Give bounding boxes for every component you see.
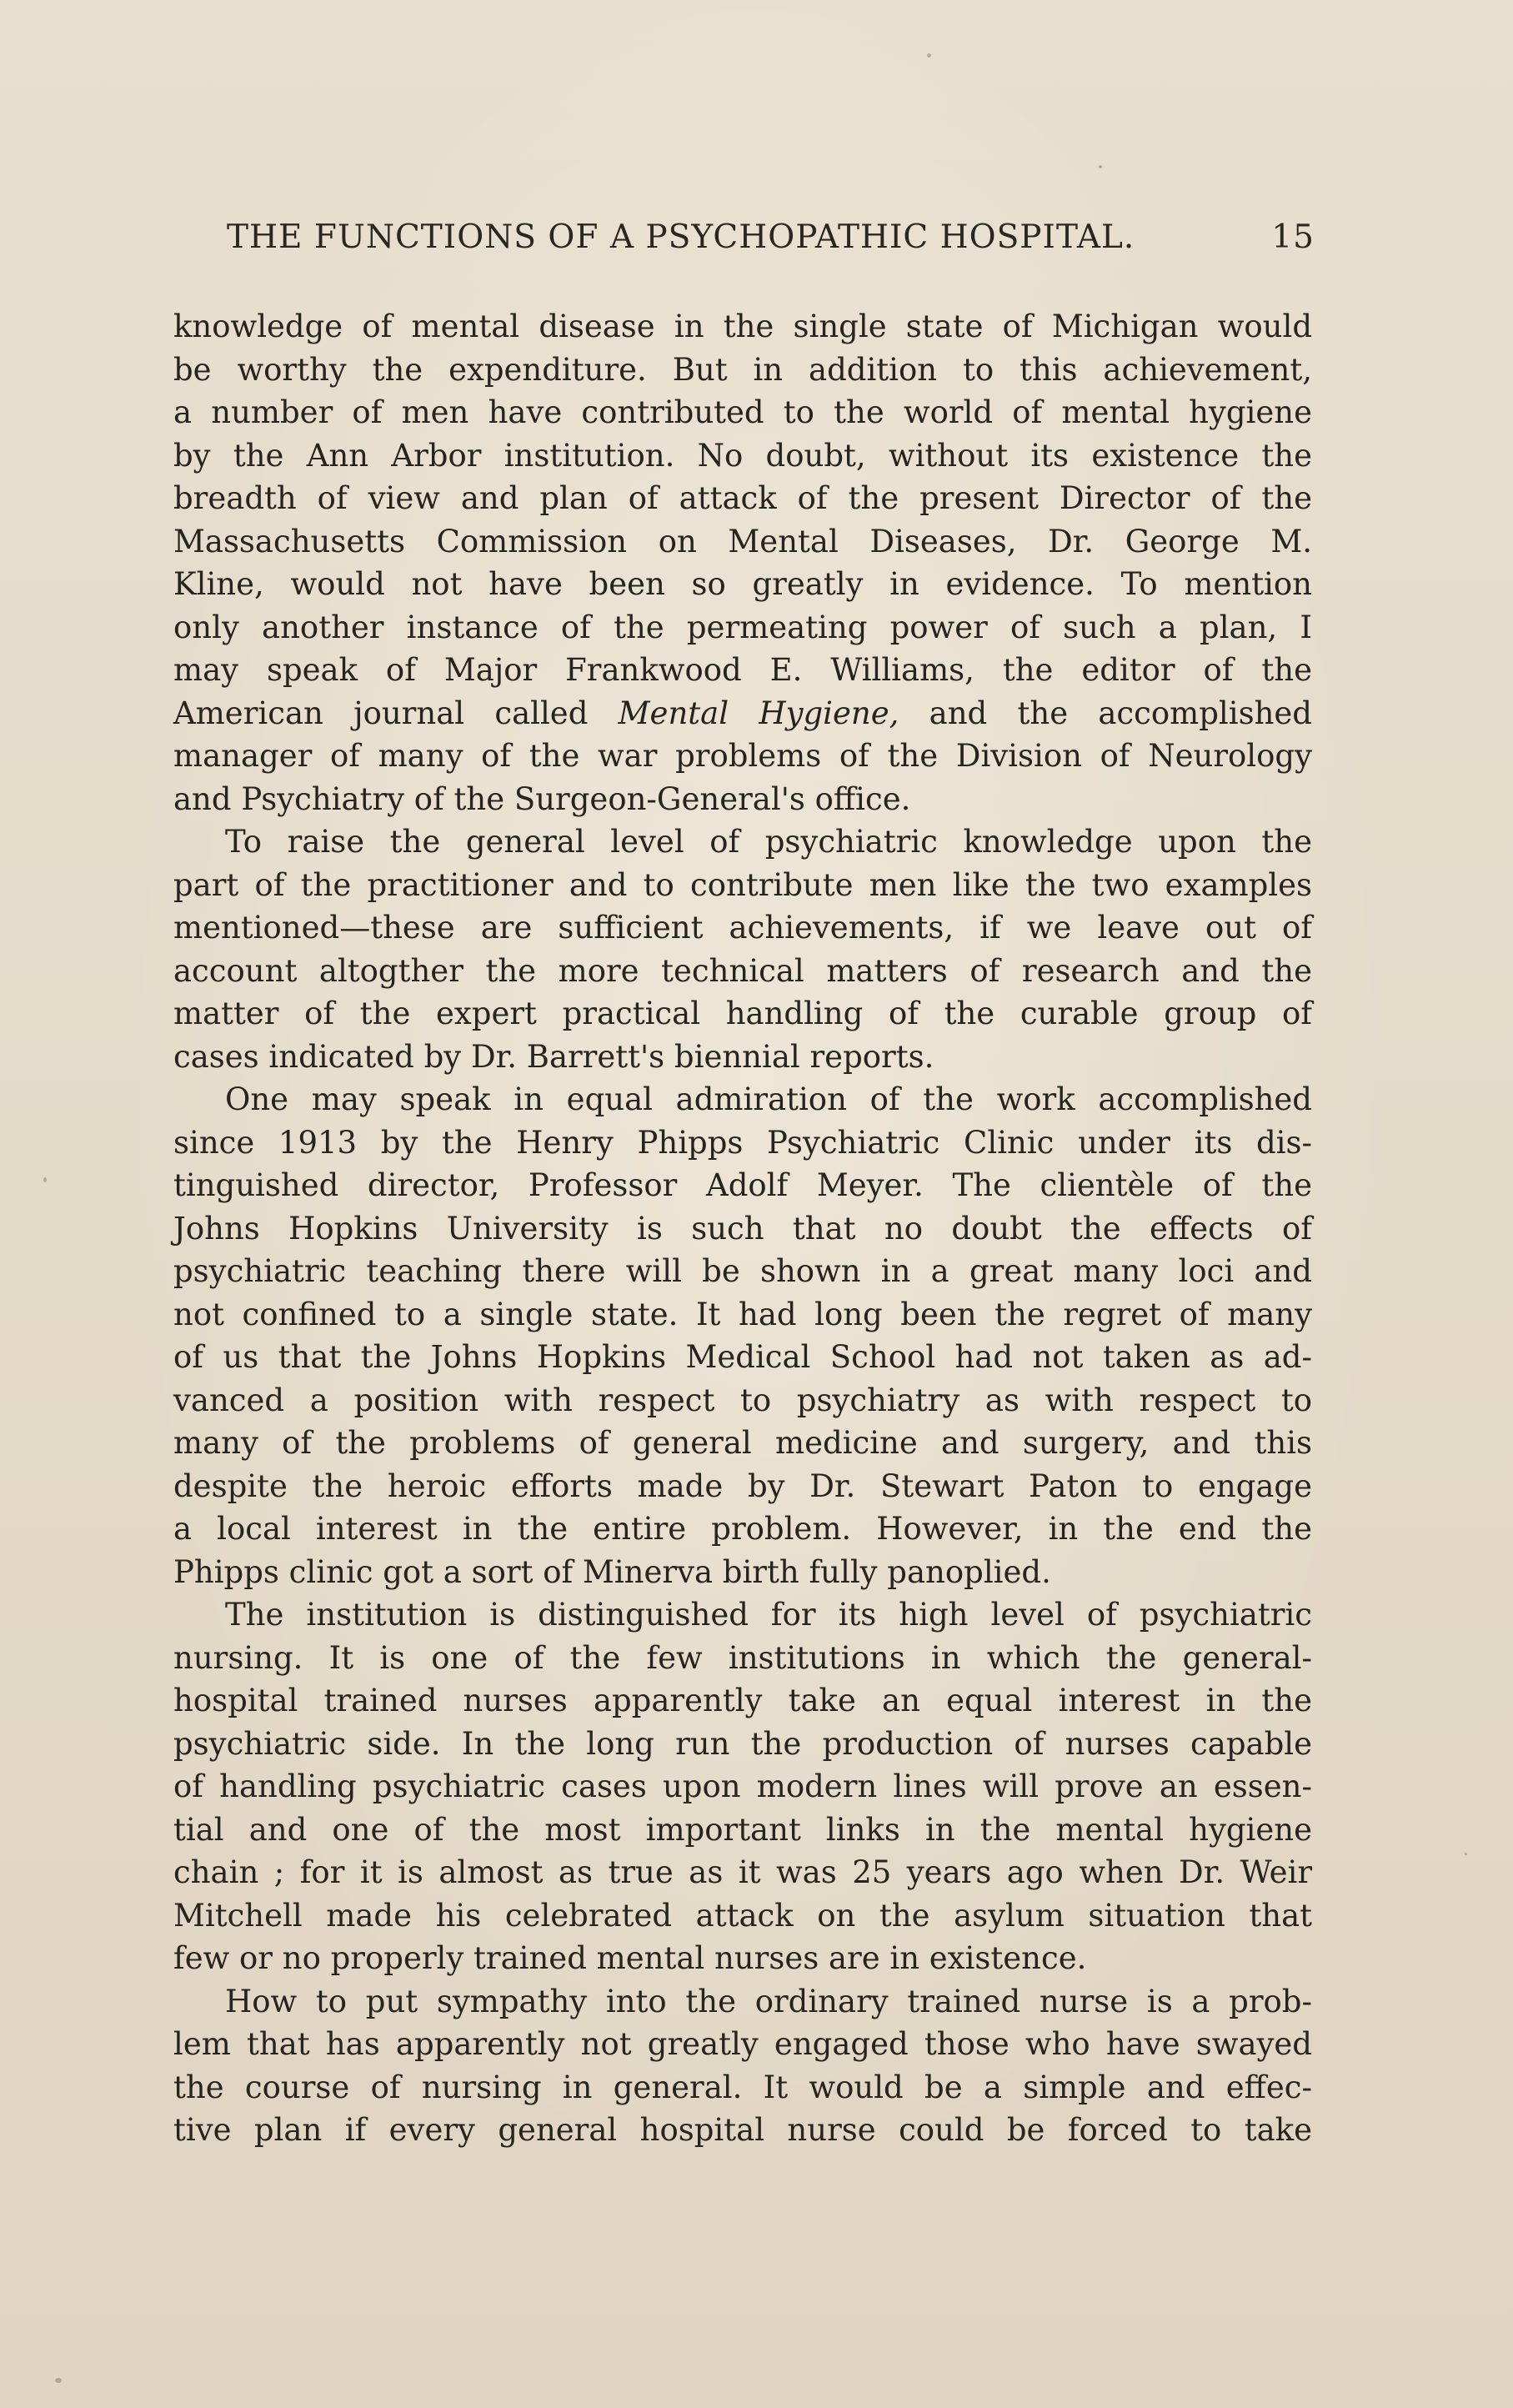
text-line: psychiatric side. In the long run the production of nurses capable <box>173 1725 1312 1762</box>
text-line: Phipps clinic got a sort of Minerva birth fully panoplied. <box>173 1553 1051 1590</box>
text-line: be worthy the expenditure. But in addition to this achievement, <box>173 351 1312 388</box>
text-line: account altogther the more technical matters of research and the <box>173 952 1312 989</box>
paper-speck <box>55 2378 62 2383</box>
paragraph-3 <box>173 1078 1312 1593</box>
text-line: lem that has apparently not greatly engaged those who have swayed <box>173 2026 1312 2062</box>
text-line: The institution is distinguished for its high level of psychiatric <box>225 1597 1312 1633</box>
paragraph-2 <box>173 820 1312 1078</box>
text-line: One may speak in equal admiration of the work accomplished <box>225 1081 1312 1117</box>
running-head-title: THE FUNCTIONS OF A PSYCHOPATHIC HOSPITAL. <box>227 218 1135 256</box>
text-line: manager of many of the war problems of the Division of Neurology <box>173 738 1312 774</box>
running-head <box>227 218 1315 268</box>
paper-speck <box>927 53 931 58</box>
text-line: psychiatric teaching there will be shown in a great many loci and <box>173 1253 1312 1289</box>
paper-speck <box>1284 1659 1286 1662</box>
text-line: mentioned—these are sufficient achievements, if we leave out of <box>173 910 1312 946</box>
paragraph-1 <box>173 305 1312 820</box>
text-line: Kline, would not have been so greatly in evidence. To mention <box>173 566 1312 602</box>
text-line: a local interest in the entire problem. However, in the end the <box>173 1511 1312 1547</box>
text-line: the course of nursing in general. It would be a simple and effec- <box>173 2069 1312 2105</box>
text-line: by the Ann Arbor institution. No doubt, without its existence the <box>173 437 1312 474</box>
text-segment: and the accomplished <box>899 695 1312 731</box>
text-line: chain ; for it is almost as true as it was 25 years ago when Dr. Weir <box>173 1854 1312 1890</box>
text-line: despite the heroic efforts made by Dr. Stewart Paton to engage <box>173 1467 1312 1504</box>
text-line: only another instance of the permeating power of such a plan, I <box>173 609 1312 645</box>
text-line: a number of men have contributed to the world of mental hygiene <box>173 394 1312 430</box>
text-line: Massachusetts Commission on Mental Diseases, Dr. George M. <box>173 523 1312 559</box>
text-line-with-italic <box>173 692 1312 735</box>
text-line: tive plan if every general hospital nurse could be forced to take <box>173 2112 1312 2148</box>
paragraph-5 <box>173 1980 1312 2152</box>
paragraph-4 <box>173 1593 1312 1980</box>
text-line: many of the problems of general medicine and surgery, and this <box>173 1425 1312 1461</box>
text-line: Mitchell made his celebrated attack on the asylum situation that <box>173 1897 1312 1934</box>
text-line: nursing. It is one of the few institutions in which the general- <box>173 1639 1312 1676</box>
text-line: matter of the expert practical handling of the curable group of <box>173 996 1312 1031</box>
text-line: of handling psychiatric cases upon modern lines will prove an essen- <box>173 1768 1312 1804</box>
text-line: since 1913 by the Henry Phipps Psychiatric Clinic under its dis- <box>173 1124 1312 1161</box>
paper-speck <box>43 1177 47 1182</box>
text-line: tial and one of the most important links in the mental hygiene <box>173 1811 1312 1848</box>
text-line: vanced a position with respect to psychiatry as with respect to <box>173 1382 1312 1418</box>
text-line: part of the practitioner and to contribute men like the two examples <box>173 866 1312 903</box>
text-line: Johns Hopkins University is such that no doubt the effects of <box>173 1210 1312 1247</box>
page-number: 15 <box>1271 218 1315 256</box>
text-line: may speak of Major Frankwood E. Williams, the editor of the <box>173 652 1312 688</box>
text-line: knowledge of mental disease in the single state of Michigan would <box>173 309 1312 344</box>
paper-speck <box>1099 165 1102 168</box>
text-line: not confined to a single state. It had long been the regret of many <box>173 1296 1312 1332</box>
text-line: and Psychiatry of the Surgeon-General's office. <box>173 780 911 817</box>
journal-title-italic: Mental Hygiene, <box>618 695 899 731</box>
text-line: How to put sympathy into the ordinary trained nurse is a prob- <box>225 1983 1312 2019</box>
text-line: cases indicated by Dr. Barrett's biennial reports. <box>173 1038 934 1075</box>
text-line: hospital trained nurses apparently take an equal interest in the <box>173 1683 1312 1718</box>
text-line: of us that the Johns Hopkins Medical School had not taken as ad- <box>173 1339 1312 1375</box>
paper-speck <box>1465 1853 1467 1855</box>
body-text <box>173 305 1312 2152</box>
text-line: To raise the general level of psychiatric knowledge upon the <box>225 824 1312 860</box>
text-segment: American journal called <box>173 695 619 731</box>
text-line: breadth of view and plan of attack of the present Director of the <box>173 480 1312 516</box>
text-line: tinguished director, Professor Adolf Meyer. The clientèle of the <box>173 1167 1312 1203</box>
text-line: few or no properly trained mental nurses are in existence. <box>173 1940 1087 1976</box>
